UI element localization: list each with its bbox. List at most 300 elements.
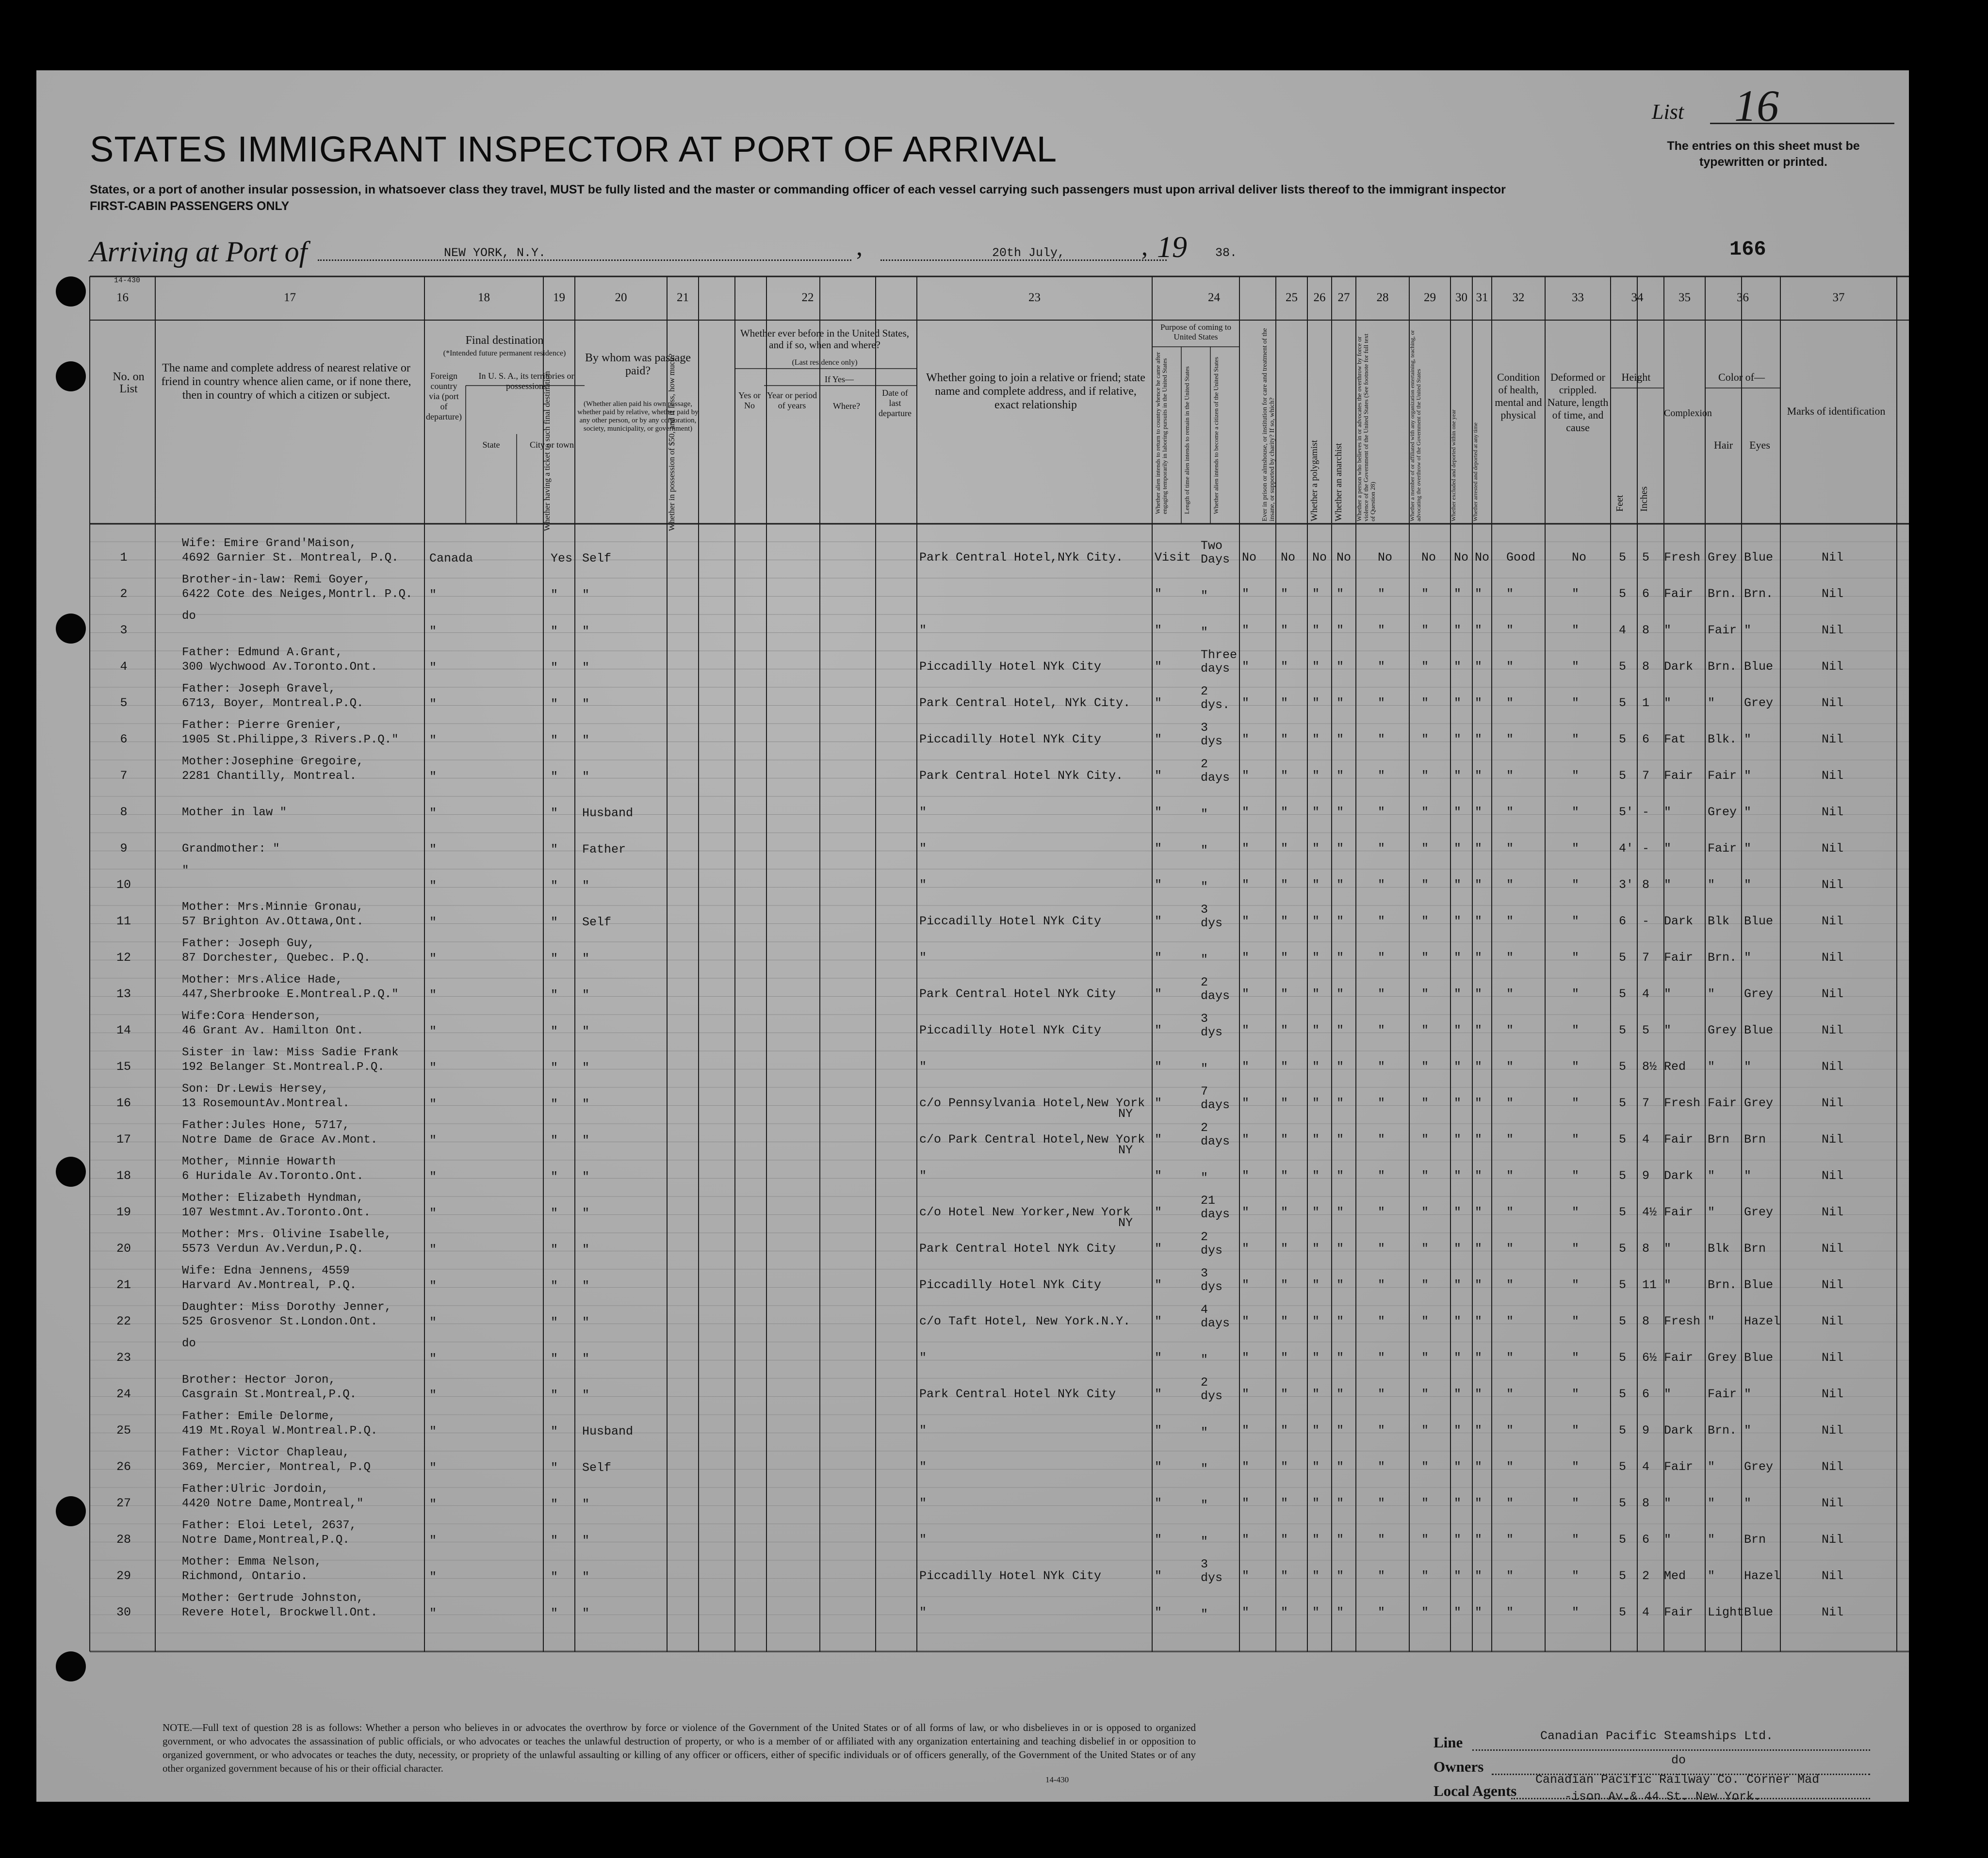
cell-passage-paid: " xyxy=(582,697,590,711)
cell-organization: " xyxy=(1421,587,1429,601)
cell-health: " xyxy=(1506,914,1514,928)
column-number-24: 24 xyxy=(1208,291,1220,304)
cell-height-inches: 7 xyxy=(1642,951,1650,965)
cell-stay-line-1: Three xyxy=(1201,648,1238,662)
cell-relative-line-1: Daughter: Miss Dorothy Jenner, xyxy=(182,1301,392,1314)
cell-joining-line-1: c/o Pennsylvania Hotel,New York xyxy=(919,1096,1145,1110)
cell-deformed: " xyxy=(1572,1387,1580,1401)
cell-joining-line-1: " xyxy=(919,623,927,637)
cell-foreign-country: " xyxy=(429,697,437,711)
cell-relative-line-1: Father: Emile Delorme, xyxy=(182,1410,336,1423)
column-number-26: 26 xyxy=(1313,291,1326,304)
cell-deformed: " xyxy=(1572,1278,1580,1292)
cell-hair-color: Grey xyxy=(1708,1351,1737,1365)
cell-deformed: " xyxy=(1572,1460,1580,1474)
cell-anarchist: " xyxy=(1336,1169,1344,1183)
cell-health: Good xyxy=(1506,550,1536,565)
column-number-22: 22 xyxy=(801,291,814,304)
cell-relative-line-1: Father: Pierre Grenier, xyxy=(182,719,343,732)
header-passage-paid: By whom was passage paid? xyxy=(585,352,691,377)
cell-excluded-deported: " xyxy=(1454,1314,1462,1328)
cell-polygamist: " xyxy=(1312,1060,1320,1074)
row-number: 18 xyxy=(116,1169,131,1183)
cell-relative-line-1: do xyxy=(182,610,196,623)
cell-prison-almshouse: " xyxy=(1281,1169,1288,1183)
cell-ticket: " xyxy=(551,952,558,966)
cell-prison-almshouse: " xyxy=(1281,914,1288,928)
cell-relative-line-1: Father:Jules Hone, 5717, xyxy=(182,1119,350,1132)
cell-deformed: " xyxy=(1572,769,1580,783)
cell-stay-line-2: dys. xyxy=(1201,698,1230,712)
cell-height-inches: 7 xyxy=(1642,769,1650,783)
cell-hair-color: Brn xyxy=(1708,1132,1730,1147)
cell-prison-almshouse: " xyxy=(1281,1096,1288,1110)
cell-health: " xyxy=(1506,623,1514,637)
cell-height-feet: 3' xyxy=(1619,878,1634,892)
cell-ticket: Yes xyxy=(551,551,573,565)
cell-polygamist: " xyxy=(1312,1496,1320,1510)
cell-joining-line-1: Park Central Hotel, NYk City. xyxy=(919,696,1131,710)
cell-intends-citizen: " xyxy=(1242,732,1250,746)
cell-height-feet: 5 xyxy=(1619,987,1627,1001)
cell-overthrow: " xyxy=(1378,1096,1385,1110)
cell-prison-almshouse: " xyxy=(1281,623,1288,637)
cell-height-feet: 5 xyxy=(1619,1060,1627,1074)
cell-eye-color: Grey xyxy=(1744,1205,1774,1219)
cell-relative-line-1: Mother: Elizabeth Hyndman, xyxy=(182,1192,364,1205)
cell-purpose: " xyxy=(1155,623,1162,637)
cell-identification-marks: Nil xyxy=(1822,769,1844,783)
cell-identification-marks: Nil xyxy=(1822,587,1844,601)
cell-polygamist: " xyxy=(1312,732,1320,746)
cell-health: " xyxy=(1506,1205,1514,1219)
cell-overthrow: " xyxy=(1378,1314,1385,1328)
row-number: 1 xyxy=(120,550,128,565)
cell-arrested-deported: " xyxy=(1475,951,1483,965)
header-arrested-deported: Whether arrested and deported at any time xyxy=(1472,422,1479,521)
cell-ticket: " xyxy=(551,1061,558,1075)
cell-passage-paid: " xyxy=(582,1606,590,1620)
column-number-25: 25 xyxy=(1286,291,1298,304)
cell-anarchist: " xyxy=(1336,1242,1344,1256)
cell-deformed: " xyxy=(1572,878,1580,892)
header-inches: Inches xyxy=(1639,486,1649,512)
cell-deformed: " xyxy=(1572,1423,1580,1438)
cell-organization: " xyxy=(1421,732,1429,746)
cell-identification-marks: Nil xyxy=(1822,550,1844,565)
cell-stay-line-1: 2 xyxy=(1201,1121,1208,1135)
cell-joining-line-1: " xyxy=(919,951,927,965)
cell-hair-color: Fair xyxy=(1708,623,1737,637)
header-eyes: Eyes xyxy=(1749,439,1770,451)
cell-foreign-country: " xyxy=(429,1133,437,1147)
row-number: 21 xyxy=(116,1278,131,1292)
cell-height-inches: 11 xyxy=(1642,1278,1657,1292)
cell-passage-paid: " xyxy=(582,1388,590,1402)
cell-foreign-country: " xyxy=(429,842,437,856)
cell-arrested-deported: " xyxy=(1475,1132,1483,1147)
cell-ticket: " xyxy=(551,1424,558,1438)
cell-prison-almshouse: " xyxy=(1281,769,1288,783)
cell-eye-color: Grey xyxy=(1744,1460,1774,1474)
cell-excluded-deported: " xyxy=(1454,1569,1462,1583)
cell-height-inches: 9 xyxy=(1642,1423,1650,1438)
cell-hair-color: Brn. xyxy=(1708,660,1737,674)
column-number-18: 18 xyxy=(478,291,490,304)
cell-overthrow: " xyxy=(1378,1023,1385,1037)
cell-hair-color: Grey xyxy=(1708,550,1737,565)
cell-arrested-deported: " xyxy=(1475,1205,1483,1219)
cell-height-inches: 8½ xyxy=(1642,1060,1657,1074)
cell-stay-line-2: " xyxy=(1201,880,1208,894)
cell-complexion: " xyxy=(1664,696,1672,710)
cell-overthrow: " xyxy=(1378,1278,1385,1292)
cell-joining-line-1: " xyxy=(919,1169,927,1183)
cell-height-feet: 5 xyxy=(1619,1205,1627,1219)
header-in-usa: In U. S. A., its territories or possessions xyxy=(478,371,574,391)
cell-arrested-deported: " xyxy=(1475,987,1483,1001)
cell-anarchist: " xyxy=(1336,1351,1344,1365)
cell-joining-line-1: " xyxy=(919,1605,927,1619)
cell-anarchist: " xyxy=(1336,732,1344,746)
cell-height-feet: 5' xyxy=(1619,805,1634,819)
cell-prison-almshouse: " xyxy=(1281,841,1288,856)
arriving-label: Arriving at Port of xyxy=(90,236,308,268)
cell-eye-color: " xyxy=(1744,841,1752,856)
cell-stay-line-2: days xyxy=(1201,1098,1230,1112)
cell-joining-line-1: " xyxy=(919,1423,927,1438)
cell-polygamist: " xyxy=(1312,1023,1320,1037)
column-number-32: 32 xyxy=(1512,291,1525,304)
cell-height-feet: 5 xyxy=(1619,550,1627,565)
cell-excluded-deported: " xyxy=(1454,1278,1462,1292)
cell-organization: " xyxy=(1421,987,1429,1001)
column-number-27: 27 xyxy=(1337,291,1350,304)
form-code-bottom: 14-430 xyxy=(1045,1775,1069,1784)
cell-passage-paid: Father xyxy=(582,842,626,856)
cell-ticket: " xyxy=(551,879,558,893)
cell-anarchist: " xyxy=(1336,1205,1344,1219)
cell-organization: " xyxy=(1421,1023,1429,1037)
cell-height-feet: 5 xyxy=(1619,1496,1627,1510)
column-number-19: 19 xyxy=(553,291,565,304)
cell-passage-paid: " xyxy=(582,988,590,1002)
cell-relative-line-2: Grandmother: " xyxy=(182,842,280,856)
cell-height-inches: 1 xyxy=(1642,696,1650,710)
cell-prison-almshouse: " xyxy=(1281,805,1288,819)
cell-deformed: " xyxy=(1572,696,1580,710)
cell-anarchist: " xyxy=(1336,805,1344,819)
cell-organization: " xyxy=(1421,1060,1429,1074)
header-city: City or town xyxy=(529,440,574,450)
cell-arrested-deported: " xyxy=(1475,878,1483,892)
header-anarchist: Whether an anarchist xyxy=(1334,443,1344,521)
cell-passage-paid: " xyxy=(582,770,590,784)
header-joining-relative: Whether going to join a relative or friend; state name and complete address, and if relative, exact relationship xyxy=(926,372,1145,411)
cell-anarchist: " xyxy=(1336,1132,1344,1147)
cell-polygamist: " xyxy=(1312,660,1320,674)
cell-deformed: " xyxy=(1572,1169,1580,1183)
cell-foreign-country: " xyxy=(429,1606,437,1620)
cell-arrested-deported: " xyxy=(1475,732,1483,746)
cell-complexion: " xyxy=(1664,1387,1672,1401)
row-number: 3 xyxy=(120,623,128,637)
cell-height-feet: 5 xyxy=(1619,1533,1627,1547)
cell-health: " xyxy=(1506,1533,1514,1547)
cell-health: " xyxy=(1506,1278,1514,1292)
cell-prison-almshouse: " xyxy=(1281,1423,1288,1438)
cell-passage-paid: " xyxy=(582,1206,590,1220)
cell-excluded-deported: No xyxy=(1454,550,1469,565)
cell-foreign-country: " xyxy=(429,1097,437,1111)
cell-stay-line-2: dys xyxy=(1201,1571,1223,1585)
cell-organization: " xyxy=(1421,1351,1429,1365)
cell-ticket: " xyxy=(551,842,558,856)
cell-complexion: Dark xyxy=(1664,1169,1694,1183)
cell-foreign-country: " xyxy=(429,879,437,893)
cell-foreign-country: " xyxy=(429,1497,437,1511)
cell-anarchist: " xyxy=(1336,769,1344,783)
cell-relative-line-2: 6713, Boyer, Montreal.P.Q. xyxy=(182,697,364,710)
cell-prison-almshouse: " xyxy=(1281,1605,1288,1619)
cell-arrested-deported: " xyxy=(1475,1496,1483,1510)
cell-relative-line-2: 13 RosemountAv.Montreal. xyxy=(182,1097,350,1110)
cell-eye-color: " xyxy=(1744,1423,1752,1438)
cell-arrested-deported: " xyxy=(1475,1423,1483,1438)
cell-stay-line-2: " xyxy=(1201,1498,1208,1512)
cell-anarchist: " xyxy=(1336,841,1344,856)
cell-prison-almshouse: " xyxy=(1281,1060,1288,1074)
cell-health: " xyxy=(1506,660,1514,674)
cell-health: " xyxy=(1506,1387,1514,1401)
cell-joining-line-1: " xyxy=(919,878,927,892)
cell-stay-line-1: 3 xyxy=(1201,1557,1208,1571)
cell-joining-line-1: Piccadilly Hotel NYk City xyxy=(919,732,1102,746)
cell-overthrow: " xyxy=(1378,623,1385,637)
cell-stay-line-1: 2 xyxy=(1201,1375,1208,1389)
cell-polygamist: " xyxy=(1312,587,1320,601)
column-number-29: 29 xyxy=(1424,291,1436,304)
header-hair: Hair xyxy=(1713,439,1733,451)
cell-eye-color: Blue xyxy=(1744,1278,1774,1292)
cell-deformed: " xyxy=(1572,1569,1580,1583)
cell-overthrow: " xyxy=(1378,1205,1385,1219)
cell-stay-line-2: " xyxy=(1201,625,1208,639)
cell-stay-line-2: days xyxy=(1201,1316,1230,1330)
cell-complexion: Fair xyxy=(1664,1132,1694,1147)
cell-height-feet: 5 xyxy=(1619,1096,1627,1110)
cell-overthrow: " xyxy=(1378,1569,1385,1583)
cell-height-feet: 5 xyxy=(1619,1169,1627,1183)
cell-stay-line-2: " xyxy=(1201,1462,1208,1476)
cell-relative-line-2: 107 Westmnt.Av.Toronto.Ont. xyxy=(182,1206,371,1219)
column-number-36: 36 xyxy=(1737,291,1749,304)
cell-identification-marks: Nil xyxy=(1822,951,1844,965)
cell-relative-line-1: Mother: Mrs. Olivine Isabelle, xyxy=(182,1228,392,1241)
cell-joining-line-1: " xyxy=(919,1351,927,1365)
cell-joining-line-1: Piccadilly Hotel NYk City xyxy=(919,1023,1102,1037)
cell-prison-almshouse: " xyxy=(1281,1132,1288,1147)
cell-intends-citizen: " xyxy=(1242,878,1250,892)
cell-arrested-deported: " xyxy=(1475,1096,1483,1110)
cell-intends-citizen: " xyxy=(1242,1060,1250,1074)
cell-ticket: " xyxy=(551,697,558,711)
cell-prison-almshouse: " xyxy=(1281,1569,1288,1583)
cell-anarchist: " xyxy=(1336,987,1344,1001)
cell-stay-line-2: dys xyxy=(1201,1244,1223,1258)
cell-relative-line-1: " xyxy=(182,864,189,877)
cell-complexion: Fair xyxy=(1664,1605,1694,1619)
row-number: 10 xyxy=(116,878,131,892)
cell-complexion: Fair xyxy=(1664,1351,1694,1365)
cell-complexion: Fresh xyxy=(1664,550,1701,565)
cell-relative-line-2: 46 Grant Av. Hamilton Ont. xyxy=(182,1024,364,1037)
row-number: 22 xyxy=(116,1314,131,1328)
cell-hair-color: Brn. xyxy=(1708,587,1737,601)
cell-arrested-deported: " xyxy=(1475,587,1483,601)
cell-complexion: Fat xyxy=(1664,732,1686,746)
header-if-yes: If Yes— xyxy=(824,374,854,384)
cell-foreign-country: " xyxy=(429,588,437,602)
cell-eye-color: " xyxy=(1744,1169,1752,1183)
cell-anarchist: " xyxy=(1336,1496,1344,1510)
cell-purpose: " xyxy=(1155,1605,1162,1619)
cell-polygamist: " xyxy=(1312,1569,1320,1583)
cell-deformed: " xyxy=(1572,660,1580,674)
port-comma: , xyxy=(856,233,863,261)
cell-relative-line-1: Father: Edmund A.Grant, xyxy=(182,646,343,659)
cell-foreign-country: " xyxy=(429,1206,437,1220)
cell-polygamist: " xyxy=(1312,1132,1320,1147)
header-passage-paid-note: (Whether alien paid his own passage, whether paid by relative, whether paid by any other person, or by any corporation, society, municipality, or government) xyxy=(577,400,699,433)
cell-relative-line-1: Wife:Cora Henderson, xyxy=(182,1010,322,1023)
cell-complexion: " xyxy=(1664,987,1672,1001)
column-number-28: 28 xyxy=(1376,291,1389,304)
cell-health: " xyxy=(1506,878,1514,892)
cell-organization: " xyxy=(1421,1132,1429,1147)
cell-excluded-deported: " xyxy=(1454,1387,1462,1401)
cell-overthrow: " xyxy=(1378,878,1385,892)
cell-complexion: " xyxy=(1664,878,1672,892)
row-number: 23 xyxy=(116,1351,131,1365)
cell-anarchist: " xyxy=(1336,951,1344,965)
local-agents-value-2: -ison Av.& 44 St. New York. xyxy=(1564,1790,1761,1804)
cell-relative-line-1: Mother: Emma Nelson, xyxy=(182,1555,322,1568)
cell-purpose: " xyxy=(1155,1423,1162,1438)
cell-relative-line-1: Brother: Hector Joron, xyxy=(182,1373,336,1387)
cell-passage-paid: Self xyxy=(582,551,612,565)
cell-height-feet: 5 xyxy=(1619,1242,1627,1256)
line-field xyxy=(1472,1749,1870,1751)
cell-polygamist: " xyxy=(1312,1242,1320,1256)
cell-organization: " xyxy=(1421,1460,1429,1474)
header-length-of-stay: Length of time alien intends to remain in the United States xyxy=(1183,366,1190,514)
cell-height-feet: 5 xyxy=(1619,1423,1627,1438)
cell-overthrow: " xyxy=(1378,1605,1385,1619)
cell-overthrow: " xyxy=(1378,1169,1385,1183)
cell-complexion: " xyxy=(1664,1496,1672,1510)
cell-complexion: Fresh xyxy=(1664,1096,1701,1110)
cell-deformed: " xyxy=(1572,914,1580,928)
cell-prison-almshouse: " xyxy=(1281,1460,1288,1474)
cell-foreign-country: " xyxy=(429,1170,437,1184)
cell-relative-line-2: Casgrain St.Montreal,P.Q. xyxy=(182,1388,357,1401)
cell-height-feet: 5 xyxy=(1619,1314,1627,1328)
cell-hair-color: " xyxy=(1708,1569,1715,1583)
cell-height-inches: 4½ xyxy=(1642,1205,1657,1219)
cell-health: " xyxy=(1506,1242,1514,1256)
cell-hair-color: " xyxy=(1708,987,1715,1001)
cell-excluded-deported: " xyxy=(1454,732,1462,746)
cell-stay-line-2: dys xyxy=(1201,916,1223,930)
cell-eye-color: Grey xyxy=(1744,696,1774,710)
cell-passage-paid: " xyxy=(582,1279,590,1293)
cell-hair-color: " xyxy=(1708,1060,1715,1074)
cell-ticket: " xyxy=(551,1352,558,1366)
cell-organization: " xyxy=(1421,1242,1429,1256)
line-value: Canadian Pacific Steamships Ltd. xyxy=(1540,1729,1774,1743)
row-number: 4 xyxy=(120,660,128,674)
cell-deformed: " xyxy=(1572,587,1580,601)
cell-identification-marks: Nil xyxy=(1822,1314,1844,1328)
local-agents-value-1: Canadian Pacific Railway Co. Corner Mad xyxy=(1535,1773,1820,1787)
cell-relative-line-2: 192 Belanger St.Montreal.P.Q. xyxy=(182,1061,385,1074)
cell-joining-line-1: " xyxy=(919,805,927,819)
cell-polygamist: " xyxy=(1312,987,1320,1001)
header-year-period: Year or period of years xyxy=(766,390,817,410)
header-yes-no: Yes or No xyxy=(738,390,761,410)
list-number: 16 xyxy=(1734,81,1779,130)
cell-identification-marks: Nil xyxy=(1822,1569,1844,1583)
cell-identification-marks: Nil xyxy=(1822,987,1844,1001)
cell-excluded-deported: " xyxy=(1454,1605,1462,1619)
cell-deformed: " xyxy=(1572,1132,1580,1147)
cell-arrested-deported: " xyxy=(1475,1060,1483,1074)
cell-identification-marks: Nil xyxy=(1822,660,1844,674)
cell-arrested-deported: " xyxy=(1475,1023,1483,1037)
header-ticket: Whether having a ticket to such final destination xyxy=(542,371,552,531)
cell-stay-line-2: days xyxy=(1201,1134,1230,1148)
cell-joining-line-1: Park Central Hotel NYk City xyxy=(919,1242,1116,1256)
cell-relative-line-2: 5573 Verdun Av.Verdun,P.Q. xyxy=(182,1243,364,1256)
cell-prison-almshouse: " xyxy=(1281,1023,1288,1037)
cell-anarchist: " xyxy=(1336,1569,1344,1583)
cell-joining-line-2: NY xyxy=(1118,1216,1133,1230)
cell-stay-line-2: " xyxy=(1201,589,1208,603)
cell-prison-almshouse: " xyxy=(1281,1496,1288,1510)
cell-identification-marks: Nil xyxy=(1822,623,1844,637)
cell-complexion: Dark xyxy=(1664,1423,1694,1438)
cell-prison-almshouse: " xyxy=(1281,1314,1288,1328)
cell-polygamist: " xyxy=(1312,1533,1320,1547)
cell-ticket: " xyxy=(551,624,558,638)
header-state: State xyxy=(482,440,500,450)
cell-passage-paid: " xyxy=(582,952,590,966)
cell-deformed: " xyxy=(1572,805,1580,819)
cell-relative-line-2: Revere Hotel, Brockwell.Ont. xyxy=(182,1606,378,1619)
cell-overthrow: " xyxy=(1378,587,1385,601)
port-value: NEW YORK, N.Y. xyxy=(444,246,546,260)
cell-passage-paid: " xyxy=(582,1497,590,1511)
cell-relative-line-2: Mother in law " xyxy=(182,806,287,819)
cell-hair-color: Fair xyxy=(1708,769,1737,783)
cell-intends-citizen: " xyxy=(1242,841,1250,856)
cell-purpose: " xyxy=(1155,1351,1162,1365)
cell-health: " xyxy=(1506,732,1514,746)
cell-identification-marks: Nil xyxy=(1822,1351,1844,1365)
cell-excluded-deported: " xyxy=(1454,1023,1462,1037)
typewritten-note: The entries on this sheet must be typewritten or printed. xyxy=(1667,139,1860,169)
